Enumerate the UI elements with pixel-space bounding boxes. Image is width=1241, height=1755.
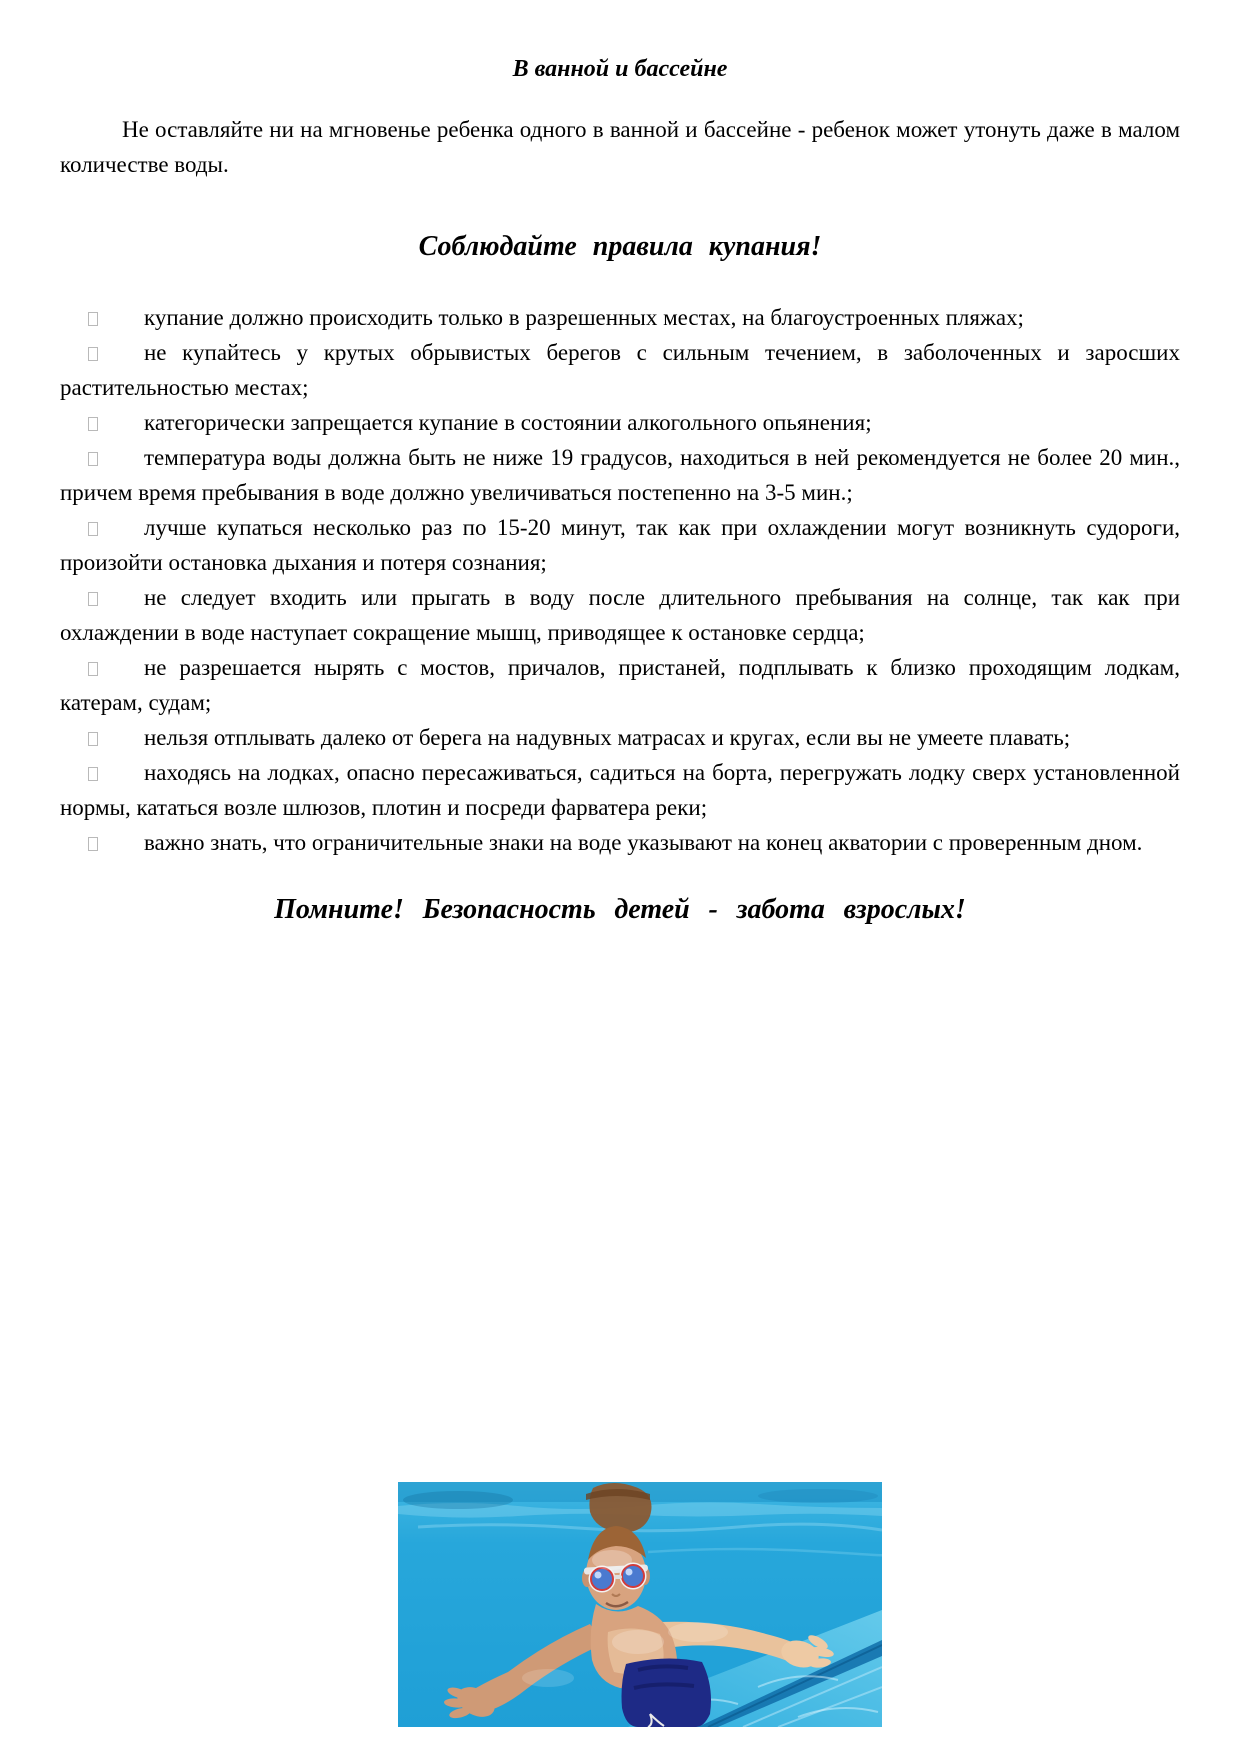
intro-paragraph: Не оставляйте ни на мгновенье ребенка одного в ванной и бассейне - ребенок может утонуть даже в малом количестве воды. bbox=[60, 117, 1180, 177]
page-title: В ванной и бассейне bbox=[512, 56, 728, 82]
rule-text: купание должно происходить только в разрешенных местах, на благоустроенных пляжах; bbox=[144, 305, 1024, 330]
rule-item bbox=[60, 300, 1180, 335]
photo-boy-swimming-underwater bbox=[398, 1482, 882, 1727]
rule-text: не следует входить или прыгать в воду после длительного пребывания на солнце, так как при охлаждении в воде наступает сокращение мышц, приводящее к остановке сердца; bbox=[60, 585, 1180, 645]
rules-list bbox=[60, 300, 1180, 860]
rule-item bbox=[60, 405, 1180, 440]
square-bullet-icon bbox=[88, 452, 98, 466]
square-bullet-icon bbox=[88, 837, 98, 851]
square-bullet-icon bbox=[88, 592, 98, 606]
rule-item bbox=[60, 720, 1180, 755]
rule-text: нельзя отплывать далеко от берега на надувных матрасах и кругах, если вы не умеете плавать; bbox=[144, 725, 1071, 750]
square-bullet-icon bbox=[88, 662, 98, 676]
rule-item bbox=[60, 440, 1180, 510]
square-bullet-icon bbox=[88, 312, 98, 326]
rule-item bbox=[60, 580, 1180, 650]
rule-text: категорически запрещается купание в состоянии алкогольного опьянения; bbox=[144, 410, 872, 435]
rule-text: лучше купаться несколько раз по 15-20 минут, так как при охлаждении могут возникнуть судороги, произойти остановка дыхания и потеря сознания; bbox=[60, 515, 1180, 575]
rule-text: не купайтесь у крутых обрывистых берегов с сильным течением, в заболоченных и заросших растительностью местах; bbox=[60, 340, 1180, 400]
rule-item bbox=[60, 755, 1180, 825]
rule-item bbox=[60, 510, 1180, 580]
square-bullet-icon bbox=[88, 347, 98, 361]
square-bullet-icon bbox=[88, 732, 98, 746]
rule-text: находясь на лодках, опасно пересаживаться, садиться на борта, перегружать лодку сверх установленной нормы, кататься возле шлюзов, плотин и посреди фарватера реки; bbox=[60, 760, 1180, 820]
swim-trunks bbox=[622, 1658, 712, 1727]
rule-item bbox=[60, 825, 1180, 860]
square-bullet-icon bbox=[88, 417, 98, 431]
square-bullet-icon bbox=[88, 522, 98, 536]
rule-text: температура воды должна быть не ниже 19 градусов, находиться в ней рекомендуется не более 20 мин., причем время пребывания в воде должно увеличиваться постепенно на 3-5 мин.; bbox=[60, 445, 1180, 505]
rule-text: важно знать, что ограничительные знаки на воде указывают на конец акватории с проверенным дном. bbox=[144, 830, 1143, 855]
pool-photo-illustration bbox=[398, 1482, 882, 1727]
square-bullet-icon bbox=[88, 767, 98, 781]
rules-heading: Соблюдайте правила купания! bbox=[418, 231, 822, 262]
rule-item bbox=[60, 335, 1180, 405]
rule-text: не разрешается нырять с мостов, причалов, пристаней, подплывать к близко проходящим лодкам, катерам, судам; bbox=[60, 655, 1180, 715]
rule-item bbox=[60, 650, 1180, 720]
closing-heading: Помните! Безопасность детей - забота взрослых! bbox=[274, 894, 966, 925]
